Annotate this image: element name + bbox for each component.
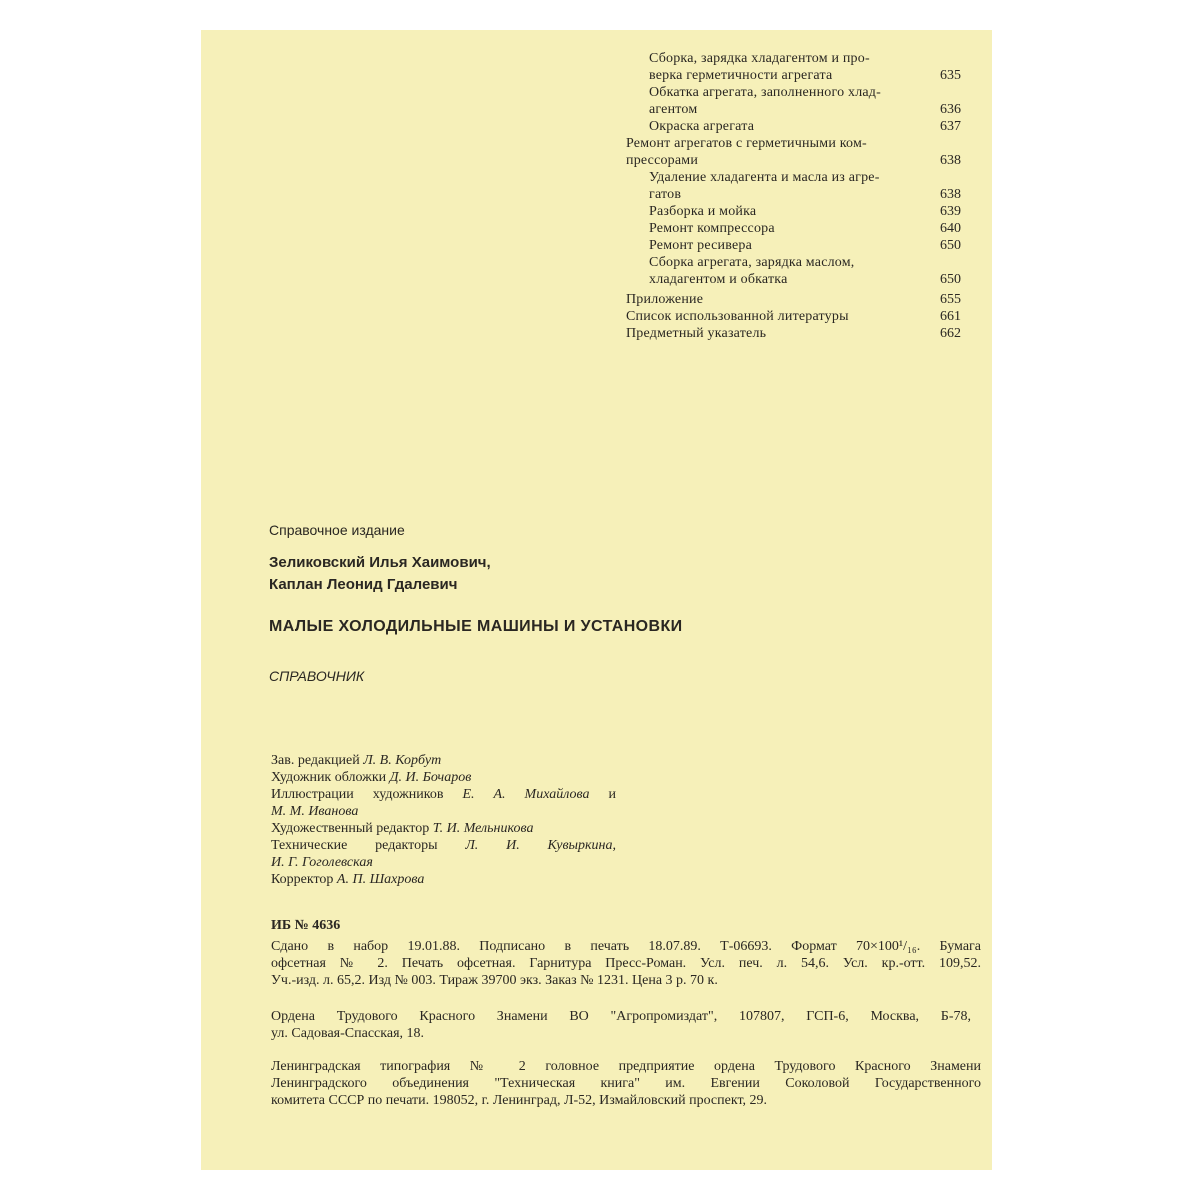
printer-info [271, 1058, 981, 1109]
edition-type: Справочное издание [269, 522, 405, 538]
imprint-line: Сдано в набор 19.01.88. Подписано в печать 18.07.89. Т-06693. Формат 70×100¹/₁₆. Бумага [271, 939, 981, 954]
credit-cover [271, 769, 616, 786]
credit-role: Художественный редактор [271, 821, 430, 836]
imprint-line: офсетная № 2. Печать офсетная. Гарнитура Пресс-Роман. Усл. печ. л. 54,6. Усл. кр.-отт. 109,52. [271, 956, 981, 971]
credit-person: М. М. Иванова [271, 804, 359, 819]
credit-role: Технические редакторы [271, 838, 438, 853]
credit-person: Л. В. Корбут [363, 753, 442, 768]
toc-entry-title: Ремонт компрессора [649, 221, 775, 236]
credit-person: А. П. Шахрова [336, 872, 425, 887]
imprint-line: Уч.-изд. л. 65,2. Изд № 003. Тираж 39700 экз. Заказ № 1231. Цена 3 р. 70 к. [271, 973, 718, 988]
printer-line: комитета СССР по печати. 198052, г. Ленинград, Л-52, Измайловский проспект, 29. [271, 1093, 768, 1108]
publisher-line: ул. Садовая-Спасская, 18. [271, 1026, 425, 1041]
toc-entry-title: Разборка и мойка [649, 204, 757, 219]
toc-entry-title: Обкатка агрегата, заполненного хлад- [649, 85, 881, 100]
toc-entry-title: хладагентом и обкатка [649, 272, 788, 287]
author-1: Зеликовский Илья Хаимович, [269, 554, 491, 571]
toc-entry [626, 325, 961, 342]
toc-entry-page: 655 [940, 292, 961, 307]
toc-entry-title: Удаление хладагента и масла из агре- [649, 170, 880, 185]
toc-entry-page: 638 [940, 187, 961, 202]
toc-entry-page: 638 [940, 153, 961, 168]
toc-entry-page: 650 [940, 238, 961, 253]
credit-role: Художник обложки [271, 770, 387, 785]
toc-entry [626, 291, 961, 308]
book-title: МАЛЫЕ ХОЛОДИЛЬНЫЕ МАШИНЫ И УСТАНОВКИ [269, 618, 683, 635]
toc-entry [626, 308, 961, 325]
toc-entry-title: гатов [649, 187, 682, 202]
credit-person: Л. И. Кувыркина, [465, 838, 616, 853]
toc-entry-title: Ремонт ресивера [649, 238, 753, 253]
toc-entry [626, 118, 961, 135]
toc-entry-page: 640 [940, 221, 961, 236]
credit-role: Иллюстрации художников [271, 787, 444, 802]
toc-entry [626, 203, 961, 220]
credit-role: Корректор [271, 872, 334, 887]
toc-entry [626, 169, 961, 203]
toc-entry-title: Сборка, зарядка хладагентом и про- [649, 51, 870, 66]
toc-entry-page: 637 [940, 119, 961, 134]
credit-tech-editors [271, 837, 616, 854]
toc-entry [626, 254, 961, 288]
toc-entry [626, 135, 961, 169]
credits [271, 752, 616, 888]
toc-entry-page: 636 [940, 102, 961, 117]
credit-illustrators [271, 786, 616, 803]
table-of-contents [626, 50, 961, 342]
toc-entry [626, 84, 961, 118]
credit-person: Е. А. Михайлова [462, 787, 590, 802]
toc-entry-title: Предметный указатель [626, 326, 767, 341]
toc-entry [626, 50, 961, 84]
toc-entry [626, 237, 961, 254]
credit-role: Зав. редакцией [271, 753, 360, 768]
credit-person: И. Г. Гоголевская [271, 855, 373, 870]
toc-entry-title: прессорами [626, 153, 699, 168]
toc-entry-page: 639 [940, 204, 961, 219]
toc-entry-title: Список использованной литературы [626, 309, 849, 324]
credit-conjunction: и [608, 787, 616, 802]
credit-art-editor [271, 820, 616, 837]
author-2: Каплан Леонид Гдалевич [269, 576, 458, 593]
toc-entry-title: верка герметичности агрегата [649, 68, 833, 83]
credit-editor [271, 752, 616, 769]
toc-entry-page: 635 [940, 68, 961, 83]
publisher-address [271, 1008, 971, 1042]
ib-number: ИБ № 4636 [271, 918, 341, 933]
book-page [201, 30, 992, 1170]
printer-line: Ленинградская типография № 2 головное предприятие ордена Трудового Красного Знамени [271, 1059, 981, 1074]
toc-entry-page: 650 [940, 272, 961, 287]
toc-entry-page: 662 [940, 326, 961, 341]
book-type: СПРАВОЧНИК [269, 668, 365, 684]
credit-person: Т. И. Мельникова [432, 821, 534, 836]
credit-person: Д. И. Бочаров [389, 770, 472, 785]
toc-entry-title: Приложение [626, 292, 704, 307]
printer-line: Ленинградского объединения "Техническая книга" им. Евгении Соколовой Государственного [271, 1076, 981, 1091]
credit-proofreader [271, 871, 616, 888]
publisher-line: Ордена Трудового Красного Знамени ВО "Агропромиздат", 107807, ГСП-6, Москва, Б-78, [271, 1009, 971, 1024]
toc-entry-title: Сборка агрегата, зарядка маслом, [649, 255, 855, 270]
toc-entry-page: 661 [940, 309, 961, 324]
print-imprint [271, 938, 981, 989]
toc-entry [626, 220, 961, 237]
toc-entry-title: Ремонт агрегатов с герметичными ком- [626, 136, 867, 151]
toc-entry-title: агентом [649, 102, 698, 117]
toc-entry-title: Окраска агрегата [649, 119, 755, 134]
